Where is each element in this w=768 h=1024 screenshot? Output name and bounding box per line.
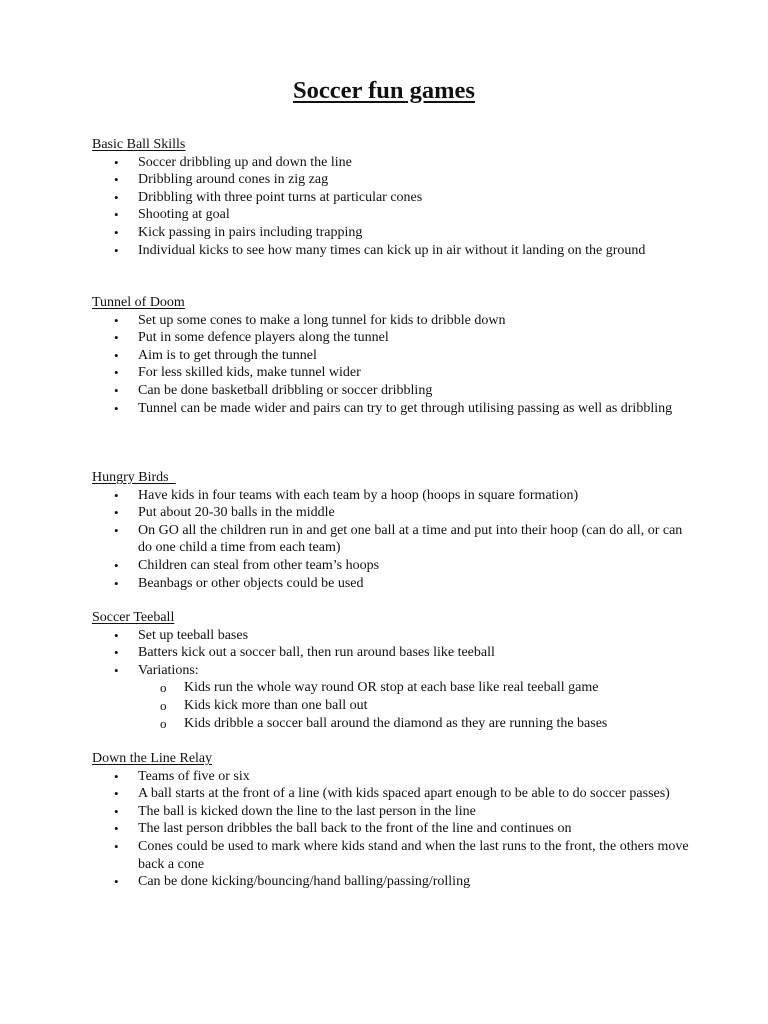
list-item: • Dribbling with three point turns at particular cones — [114, 189, 423, 205]
list-item: • Can be done kicking/bouncing/hand balling/passing/rolling — [114, 874, 471, 890]
bullet-icon: • — [114, 522, 119, 538]
bullet-icon: • — [114, 172, 119, 188]
list-item: • Variations: o Kids run the whole way round OR stop at each base like real teeball game o Kids kick more than one ball out o Kids dribble a soccer ball around the diamond as they are running the bases — [92, 662, 692, 732]
list-item: • Can be done basketball dribbling or soccer dribbling — [114, 382, 433, 398]
list-item: • The ball is kicked down the line to the last person in the line — [114, 803, 476, 819]
bullet-list — [92, 154, 692, 260]
list-item: • A ball starts at the front of a line (with kids spaced apart enough to be able to do soccer passes) — [114, 786, 670, 802]
section-heading: Tunnel of Doom — [92, 295, 185, 310]
section-basic-ball-skills — [92, 136, 692, 259]
list-item: • Set up teeball bases — [114, 627, 249, 643]
bullet-icon: • — [114, 154, 119, 170]
section-hungry-birds — [92, 469, 692, 592]
list-item: • Batters kick out a soccer ball, then run around bases like teeball — [114, 645, 495, 661]
bullet-icon: • — [114, 330, 119, 346]
bullet-icon: • — [114, 382, 119, 398]
list-item: • Aim is to get through the tunnel — [114, 347, 317, 363]
bullet-icon: • — [114, 645, 119, 661]
bullet-icon: • — [114, 487, 119, 503]
list-item: • Have kids in four teams with each team by a hoop (hoops in square formation) — [114, 487, 579, 503]
list-item: • On GO all the children run in and get one ball at a time and put into their hoop (can do all, or can do one child a time from each team) — [114, 522, 683, 556]
list-item: • Set up some cones to make a long tunnel for kids to dribble down — [114, 312, 506, 328]
bullet-icon: • — [114, 662, 119, 678]
bullet-icon: • — [114, 242, 119, 258]
list-item: • Cones could be used to mark where kids stand and when the last runs to the front, the others move back a cone — [114, 838, 689, 872]
document-title: Soccer fun games — [293, 77, 475, 104]
section-heading: Hungry Birds — [92, 470, 176, 485]
bullet-icon: • — [114, 347, 119, 363]
circle-bullet-icon: o — [160, 715, 167, 731]
bullet-icon: • — [114, 365, 119, 381]
bullet-list — [92, 627, 692, 733]
list-item: • Put in some defence players along the tunnel — [114, 330, 389, 346]
list-item: • Shooting at goal — [114, 207, 230, 223]
bullet-icon: • — [114, 557, 119, 573]
bullet-icon: • — [114, 189, 119, 205]
list-item: • For less skilled kids, make tunnel wider — [114, 365, 361, 381]
list-item: • Children can steal from other team’s hoops — [114, 557, 380, 573]
bullet-icon: • — [114, 312, 119, 328]
list-item: • Teams of five or six — [114, 768, 250, 784]
bullet-icon: • — [114, 838, 119, 854]
section-heading: Down the Line Relay — [92, 751, 213, 766]
bullet-icon: • — [114, 224, 119, 240]
list-item: • The last person dribbles the ball back to the front of the line and continues on — [114, 821, 572, 837]
bullet-list — [92, 768, 692, 891]
sub-list-item: o Kids kick more than one ball out — [160, 697, 368, 713]
bullet-list — [92, 312, 692, 418]
bullet-icon: • — [114, 505, 119, 521]
section-tunnel-of-doom — [92, 294, 692, 417]
list-item: • Kick passing in pairs including trapping — [114, 224, 363, 240]
bullet-icon: • — [114, 768, 119, 784]
bullet-list — [92, 487, 692, 593]
bullet-icon: • — [114, 821, 119, 837]
section-soccer-teeball — [92, 609, 692, 732]
bullet-icon: • — [114, 874, 119, 890]
bullet-icon: • — [114, 575, 119, 591]
bullet-icon: • — [114, 786, 119, 802]
sub-bullet-list — [138, 679, 692, 732]
bullet-icon: • — [114, 803, 119, 819]
list-item: • Individual kicks to see how many times can kick up in air without it landing on the ground — [114, 242, 646, 258]
section-heading: Soccer Teeball — [92, 610, 175, 625]
circle-bullet-icon: o — [160, 680, 167, 696]
bullet-icon: • — [114, 207, 119, 223]
list-item: • Dribbling around cones in zig zag — [114, 172, 329, 188]
section-down-the-line-relay — [92, 750, 692, 891]
list-item: • Tunnel can be made wider and pairs can try to get through utilising passing as well as dribbling — [114, 400, 673, 416]
sub-list-item: o Kids run the whole way round OR stop at each base like real teeball game — [160, 680, 599, 696]
section-heading: Basic Ball Skills — [92, 137, 186, 152]
list-item: • Soccer dribbling up and down the line — [114, 154, 352, 170]
sub-list-item: o Kids dribble a soccer ball around the diamond as they are running the bases — [160, 715, 608, 731]
list-item: • Beanbags or other objects could be used — [114, 575, 364, 591]
bullet-icon: • — [114, 400, 119, 416]
circle-bullet-icon: o — [160, 697, 167, 713]
list-item: • Put about 20-30 balls in the middle — [114, 505, 335, 521]
bullet-icon: • — [114, 627, 119, 643]
